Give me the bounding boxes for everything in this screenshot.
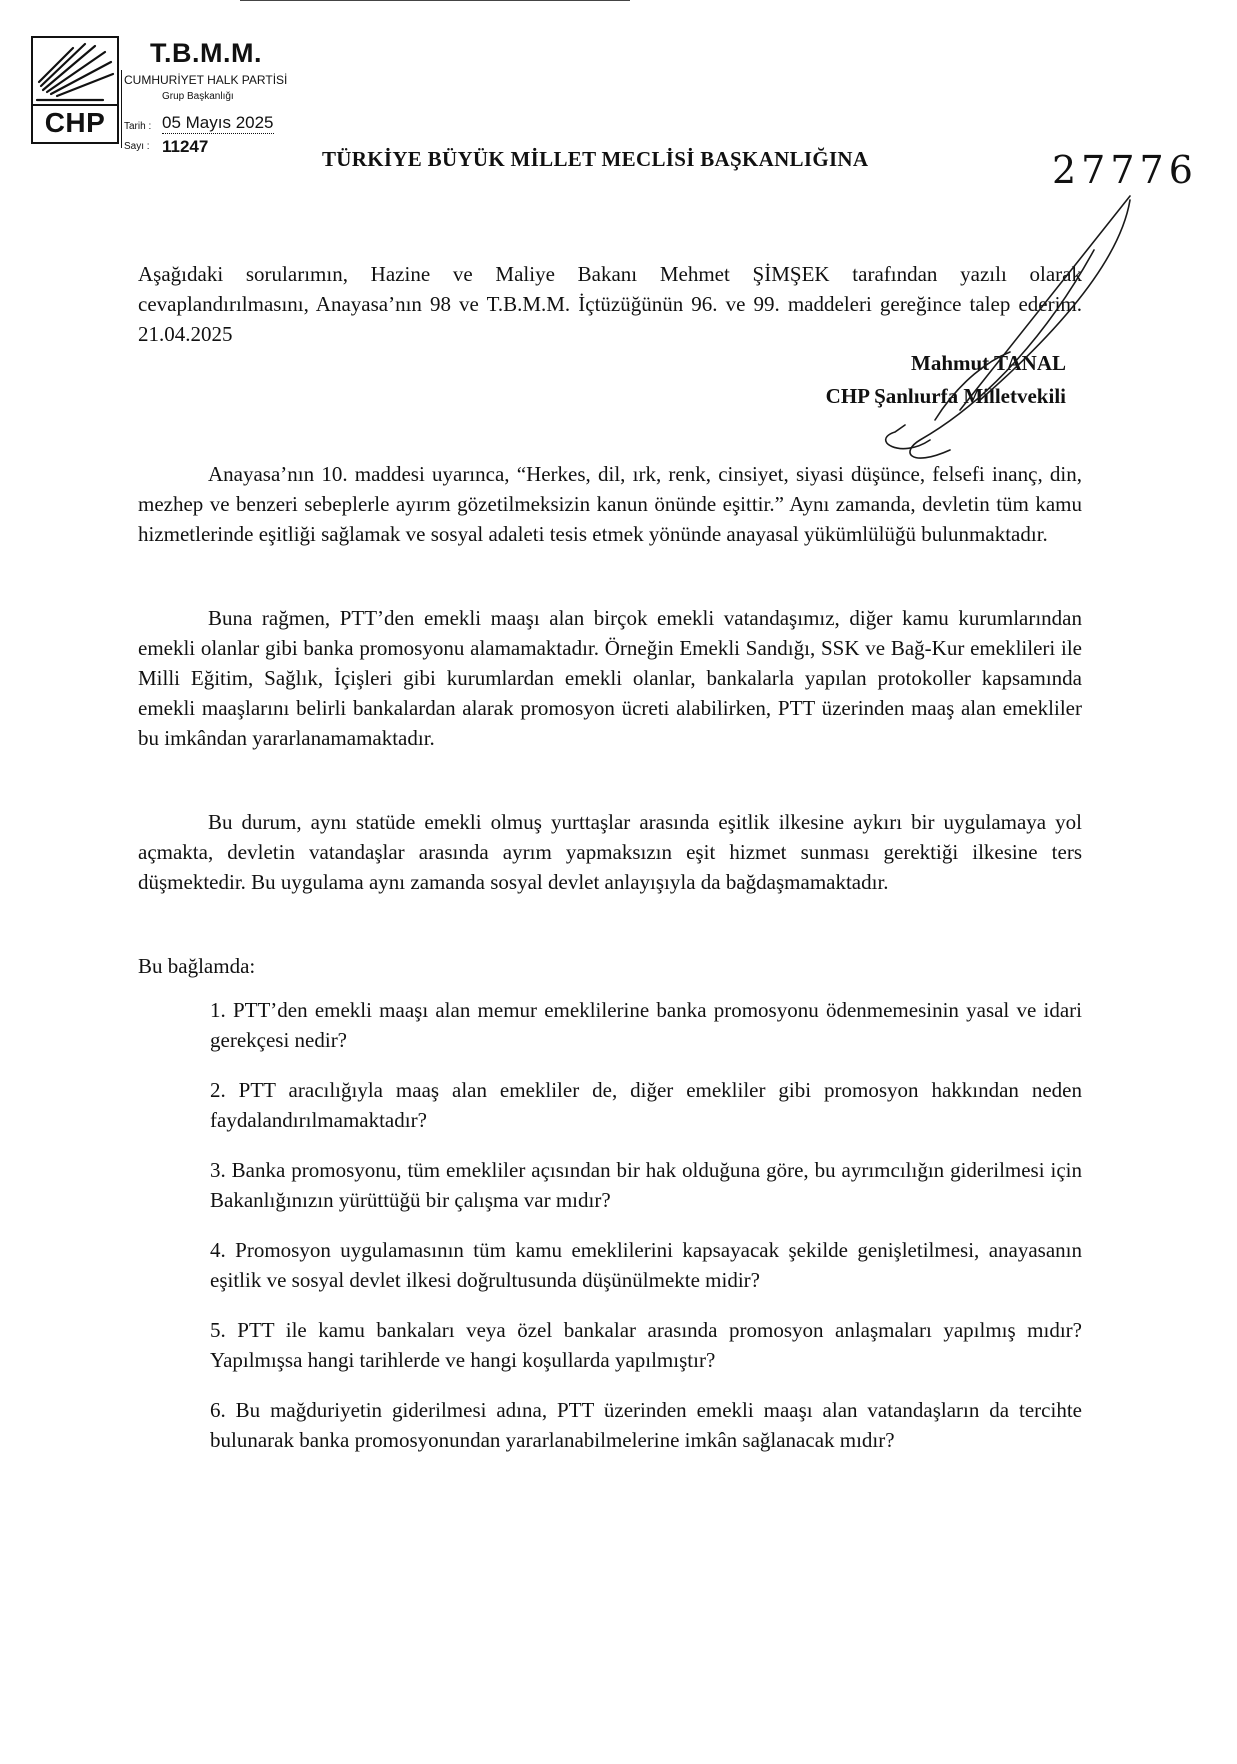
stamp-vertical-line xyxy=(121,70,122,148)
intro-paragraph xyxy=(138,259,1082,349)
stamp-number-value: 11247 xyxy=(162,137,209,156)
body-paragraph-1: Anayasa’nın 10. maddesi uyarınca, “Herkes, dil, ırk, renk, cinsiyet, siyasi düşünce, felsefi inanç, din, mezhep ve benzeri sebeplerle ayırım gözetilmeksizin kanun önünde eşittir.” Aynı zamanda, devletin tüm kamu hizmetlerinde eşitliği sağlamak ve sosyal adaleti tesis etmek yönünde anayasal yükümlülüğü bulunmaktadır. xyxy=(138,462,1082,546)
intro-text: Aşağıdaki sorularımın, Hazine ve Maliye Bakanı Mehmet ŞİMŞEK tarafından yazılı olarak cevaplandırılmasını, Anayasa’nın 98 ve T.B.M.M. İçtüzüğünün 96. ve 99. maddeleri gereğince talep ederim. 21.04.2025 xyxy=(138,262,1082,346)
question-3: 3. Banka promosyonu, tüm emekliler açısından bir hak olduğuna göre, bu ayrımcılığın giderilmesi için Bakanlığınızın yürüttüğü bir çalışma var mıdır? xyxy=(210,1158,1082,1212)
question-4: 4. Promosyon uygulamasının tüm kamu emeklilerini kapsayacak şekilde genişletilmesi, anayasanın eşitlik ve sosyal devlet ilkesi doğrultusunda düşünülmekte midir? xyxy=(210,1238,1082,1292)
document-heading: TÜRKİYE BÜYÜK MİLLET MECLİSİ BAŞKANLIĞINA xyxy=(322,147,869,171)
stamp-title: T.B.M.M. xyxy=(150,38,262,68)
signature-title: CHP Şanlıurfa Milletvekili xyxy=(825,384,1066,408)
chp-six-arrows-logo-icon xyxy=(33,38,117,106)
scan-top-line xyxy=(240,0,630,1)
question-1: 1. PTT’den emekli maaşı alan memur emeklilerine banka promosyonu ödenmemesinin yasal ve idari gerekçesi nedir? xyxy=(210,998,1082,1052)
document-number: 27776 xyxy=(1052,148,1198,192)
signature-name: Mahmut TANAL xyxy=(911,351,1066,375)
stamp-date-label: Tarih : xyxy=(124,121,152,132)
body-paragraph-3: Bu durum, aynı statüde emekli olmuş yurttaşlar arasında eşitlik ilkesine aykırı bir uygulamaya yol açmakta, devletin vatandaşlar arasında ayrım yapmaksızın eşit hizmet sunması gerektiği ilkesine ters düşmektedir. Bu uygulama aynı zamanda sosyal devlet anlayışıyla da bağdaşmamaktadır. xyxy=(138,810,1082,894)
body-paragraph-2: Buna rağmen, PTT’den emekli maaşı alan birçok emekli vatandaşımız, diğer kamu kurumlarından emekli olanlar gibi banka promosyonu alamamaktadır. Örneğin Emekli Sandığı, SSK ve Bağ-Kur emeklileri ile Milli Eğitim, Sağlık, İçişleri gibi kurumlardan emekli olanlar, bankalarla yapılan protokoller kapsamında emekli maaşlarını belirli bankalardan alarak promosyon ücreti alabilirken, PTT üzerinden maaş alan emekliler bu imkândan yararlanamamaktadır. xyxy=(138,606,1082,750)
question-2: 2. PTT aracılığıyla maaş alan emekliler de, diğer emekliler gibi promosyon hakkından neden faydalandırılmamaktadır? xyxy=(210,1078,1082,1132)
question-6: 6. Bu mağduriyetin giderilmesi adına, PTT üzerinden emekli maaşı alan vatandaşların da tercihte bulunarak banka promosyonundan yararlanabilmelerine imkân sağlanacak mıdır? xyxy=(210,1398,1082,1452)
context-label: Bu bağlamda: xyxy=(138,954,256,978)
stamp-date-value: 05 Mayıs 2025 xyxy=(162,113,274,132)
stamp-group: Grup Başkanlığı xyxy=(162,91,234,102)
stamp-party-name: CUMHURİYET HALK PARTİSİ xyxy=(124,73,288,87)
stamp-number-label: Sayı : xyxy=(124,141,150,152)
question-5: 5. PTT ile kamu bankaları veya özel bankalar arasında promosyon anlaşmaları yapılmış mıdır? Yapılmışsa hangi tarihlerde ve hangi koşullarda yapılmıştır? xyxy=(210,1318,1082,1372)
stamp-party-abbr: CHP xyxy=(44,107,106,138)
